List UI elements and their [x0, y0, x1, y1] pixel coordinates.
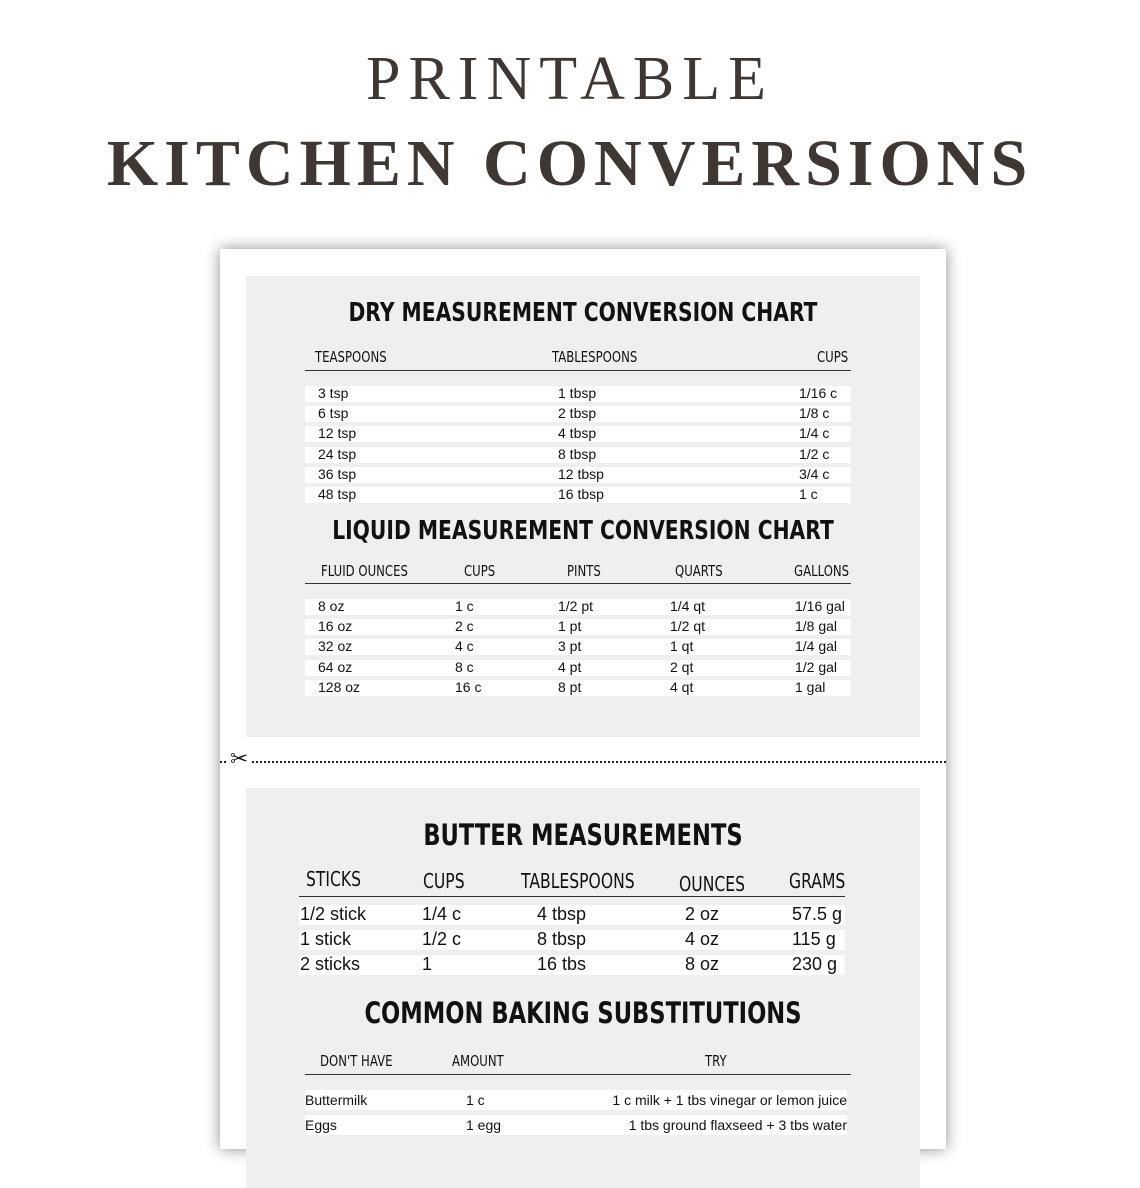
liquid-row — [305, 599, 851, 615]
dry-cell-teaspoons: 48 tsp — [318, 486, 357, 502]
liquid-cell-pints: 1 pt — [558, 618, 582, 635]
liquid-cell-fluid-ounces: 64 oz — [318, 658, 353, 675]
dry-row — [305, 487, 851, 503]
dry-row — [305, 467, 851, 483]
liquid-cell-fluid-ounces: 128 oz — [318, 678, 361, 695]
butter-title: BUTTER MEASUREMENTS — [423, 818, 743, 852]
liquid-cell-gallons: 1/2 gal — [795, 658, 838, 675]
cut-line — [220, 761, 946, 763]
liquid-cell-quarts: 2 qt — [670, 658, 694, 675]
liquid-cell-pints: 4 pt — [558, 658, 582, 675]
dry-cell-cups: 1/16 c — [799, 385, 838, 401]
liquid-cell-gallons: 1/4 gal — [795, 638, 838, 655]
subs-row — [305, 1090, 847, 1110]
butter-cell-sticks: 1 stick — [300, 929, 352, 949]
top-panel — [246, 276, 920, 737]
butter-cell-grams: 57.5 g — [792, 904, 843, 924]
liquid-cell-cups: 2 c — [455, 618, 474, 635]
liquid-row — [305, 660, 851, 676]
liquid-cell-quarts: 1/2 qt — [670, 618, 706, 635]
butter-header-cups: CUPS — [423, 869, 465, 893]
subs-row — [305, 1115, 847, 1135]
subs-cell-dont-have: Eggs — [305, 1117, 337, 1133]
dry-row — [305, 406, 851, 422]
butter-cell-ounces: 8 oz — [685, 954, 720, 974]
liquid-header-rule — [305, 583, 851, 584]
butter-cell-sticks: 2 sticks — [300, 954, 361, 974]
dry-cell-cups: 1/2 c — [799, 445, 830, 462]
hero-title-line-2: KITCHEN CONVERSIONS — [106, 127, 1034, 200]
liquid-header-fluid-ounces: FLUID OUNCES — [321, 562, 408, 580]
subs-cell-try: 1 c milk + 1 tbs vinegar or lemon juice — [612, 1092, 847, 1108]
butter-cell-sticks: 1/2 stick — [300, 904, 367, 924]
liquid-cell-cups: 1 c — [455, 598, 474, 614]
butter-row — [299, 955, 845, 975]
subs-header-dont-have: DON'T HAVE — [320, 1052, 393, 1070]
dry-row — [305, 447, 851, 463]
dry-cell-tablespoons: 8 tbsp — [558, 445, 597, 462]
butter-cell-ounces: 4 oz — [685, 929, 720, 949]
butter-cell-grams: 115 g — [792, 929, 836, 949]
butter-header-rule — [299, 896, 845, 897]
butter-header-sticks: STICKS — [306, 867, 362, 891]
subs-cell-amount: 1 c — [466, 1092, 485, 1108]
butter-cell-tablespoons: 4 tbsp — [537, 904, 587, 924]
liquid-cell-gallons: 1/8 gal — [795, 618, 838, 635]
butter-cell-grams: 230 g — [792, 954, 838, 974]
subs-cell-amount: 1 egg — [466, 1117, 502, 1133]
dry-cell-teaspoons: 3 tsp — [318, 385, 349, 401]
liquid-cell-cups: 4 c — [455, 638, 474, 655]
liquid-header-pints: PINTS — [567, 562, 601, 580]
liquid-cell-quarts: 1/4 qt — [670, 598, 706, 614]
liquid-cell-gallons: 1/16 gal — [795, 598, 845, 614]
dry-row — [305, 386, 851, 402]
liquid-header-cups: CUPS — [464, 562, 496, 580]
liquid-row — [305, 680, 851, 696]
butter-row — [299, 905, 845, 925]
liquid-cell-pints: 3 pt — [558, 638, 582, 655]
dry-header-tablespoons: TABLESPOONS — [552, 348, 638, 366]
dry-header-rule — [305, 370, 851, 371]
butter-cell-cups: 1/4 c — [422, 904, 462, 924]
subs-cell-try: 1 tbs ground flaxseed + 3 tbs water — [628, 1117, 847, 1133]
butter-cell-cups: 1 — [422, 954, 433, 974]
dry-cell-teaspoons: 24 tsp — [318, 445, 357, 462]
butter-cell-tablespoons: 16 tbs — [537, 954, 587, 974]
subs-header-amount: AMOUNT — [452, 1052, 504, 1070]
dry-header-teaspoons: TEASPOONS — [315, 348, 387, 366]
liquid-cell-cups: 16 c — [455, 678, 482, 695]
subs-header-try: TRY — [705, 1052, 727, 1070]
liquid-cell-quarts: 1 qt — [670, 638, 694, 655]
liquid-cell-pints: 1/2 pt — [558, 598, 594, 614]
liquid-row — [305, 639, 851, 655]
liquid-cell-fluid-ounces: 8 oz — [318, 598, 345, 614]
dry-cell-tablespoons: 4 tbsp — [558, 425, 597, 442]
dry-cell-tablespoons: 1 tbsp — [558, 385, 597, 401]
butter-header-grams: GRAMS — [789, 869, 846, 893]
dry-cell-tablespoons: 12 tbsp — [558, 465, 604, 482]
liquid-cell-gallons: 1 gal — [795, 678, 826, 695]
dry-cell-tablespoons: 2 tbsp — [558, 405, 597, 422]
dry-cell-teaspoons: 12 tsp — [318, 425, 357, 442]
liquid-cell-cups: 8 c — [455, 658, 474, 675]
butter-row — [299, 930, 845, 950]
subs-header-rule — [305, 1074, 851, 1075]
printable-sheet — [220, 249, 946, 1149]
dry-cell-cups: 1 c — [799, 486, 818, 502]
butter-cell-cups: 1/2 c — [422, 929, 462, 949]
liquid-cell-fluid-ounces: 16 oz — [318, 618, 353, 635]
bottom-panel — [246, 788, 920, 1188]
dry-cell-teaspoons: 36 tsp — [318, 465, 357, 482]
butter-header-tablespoons: TABLESPOONS — [521, 869, 635, 893]
dry-cell-teaspoons: 6 tsp — [318, 405, 349, 422]
dry-row — [305, 426, 851, 442]
scissors-icon: ✂ — [230, 747, 249, 772]
subs-title: COMMON BAKING SUBSTITUTIONS — [364, 996, 802, 1030]
dry-cell-tablespoons: 16 tbsp — [558, 486, 604, 502]
liquid-row — [305, 619, 851, 635]
liquid-cell-quarts: 4 qt — [670, 678, 694, 695]
dry-chart-title: DRY MEASUREMENT CONVERSION CHART — [348, 298, 818, 328]
butter-header-ounces: OUNCES — [679, 872, 746, 896]
dry-header-cups: CUPS — [817, 348, 849, 366]
liquid-chart-title: LIQUID MEASUREMENT CONVERSION CHART — [332, 516, 834, 546]
liquid-header-gallons: GALLONS — [794, 562, 850, 580]
hero-title-line-1: PRINTABLE — [365, 45, 775, 113]
liquid-cell-pints: 8 pt — [558, 678, 582, 695]
dry-cell-cups: 1/8 c — [799, 405, 830, 422]
liquid-header-quarts: QUARTS — [675, 562, 723, 580]
dry-cell-cups: 1/4 c — [799, 425, 830, 442]
butter-cell-ounces: 2 oz — [685, 904, 720, 924]
liquid-cell-fluid-ounces: 32 oz — [318, 638, 353, 655]
subs-cell-dont-have: Buttermilk — [305, 1092, 368, 1108]
butter-cell-tablespoons: 8 tbsp — [537, 929, 587, 949]
dry-cell-cups: 3/4 c — [799, 465, 830, 482]
